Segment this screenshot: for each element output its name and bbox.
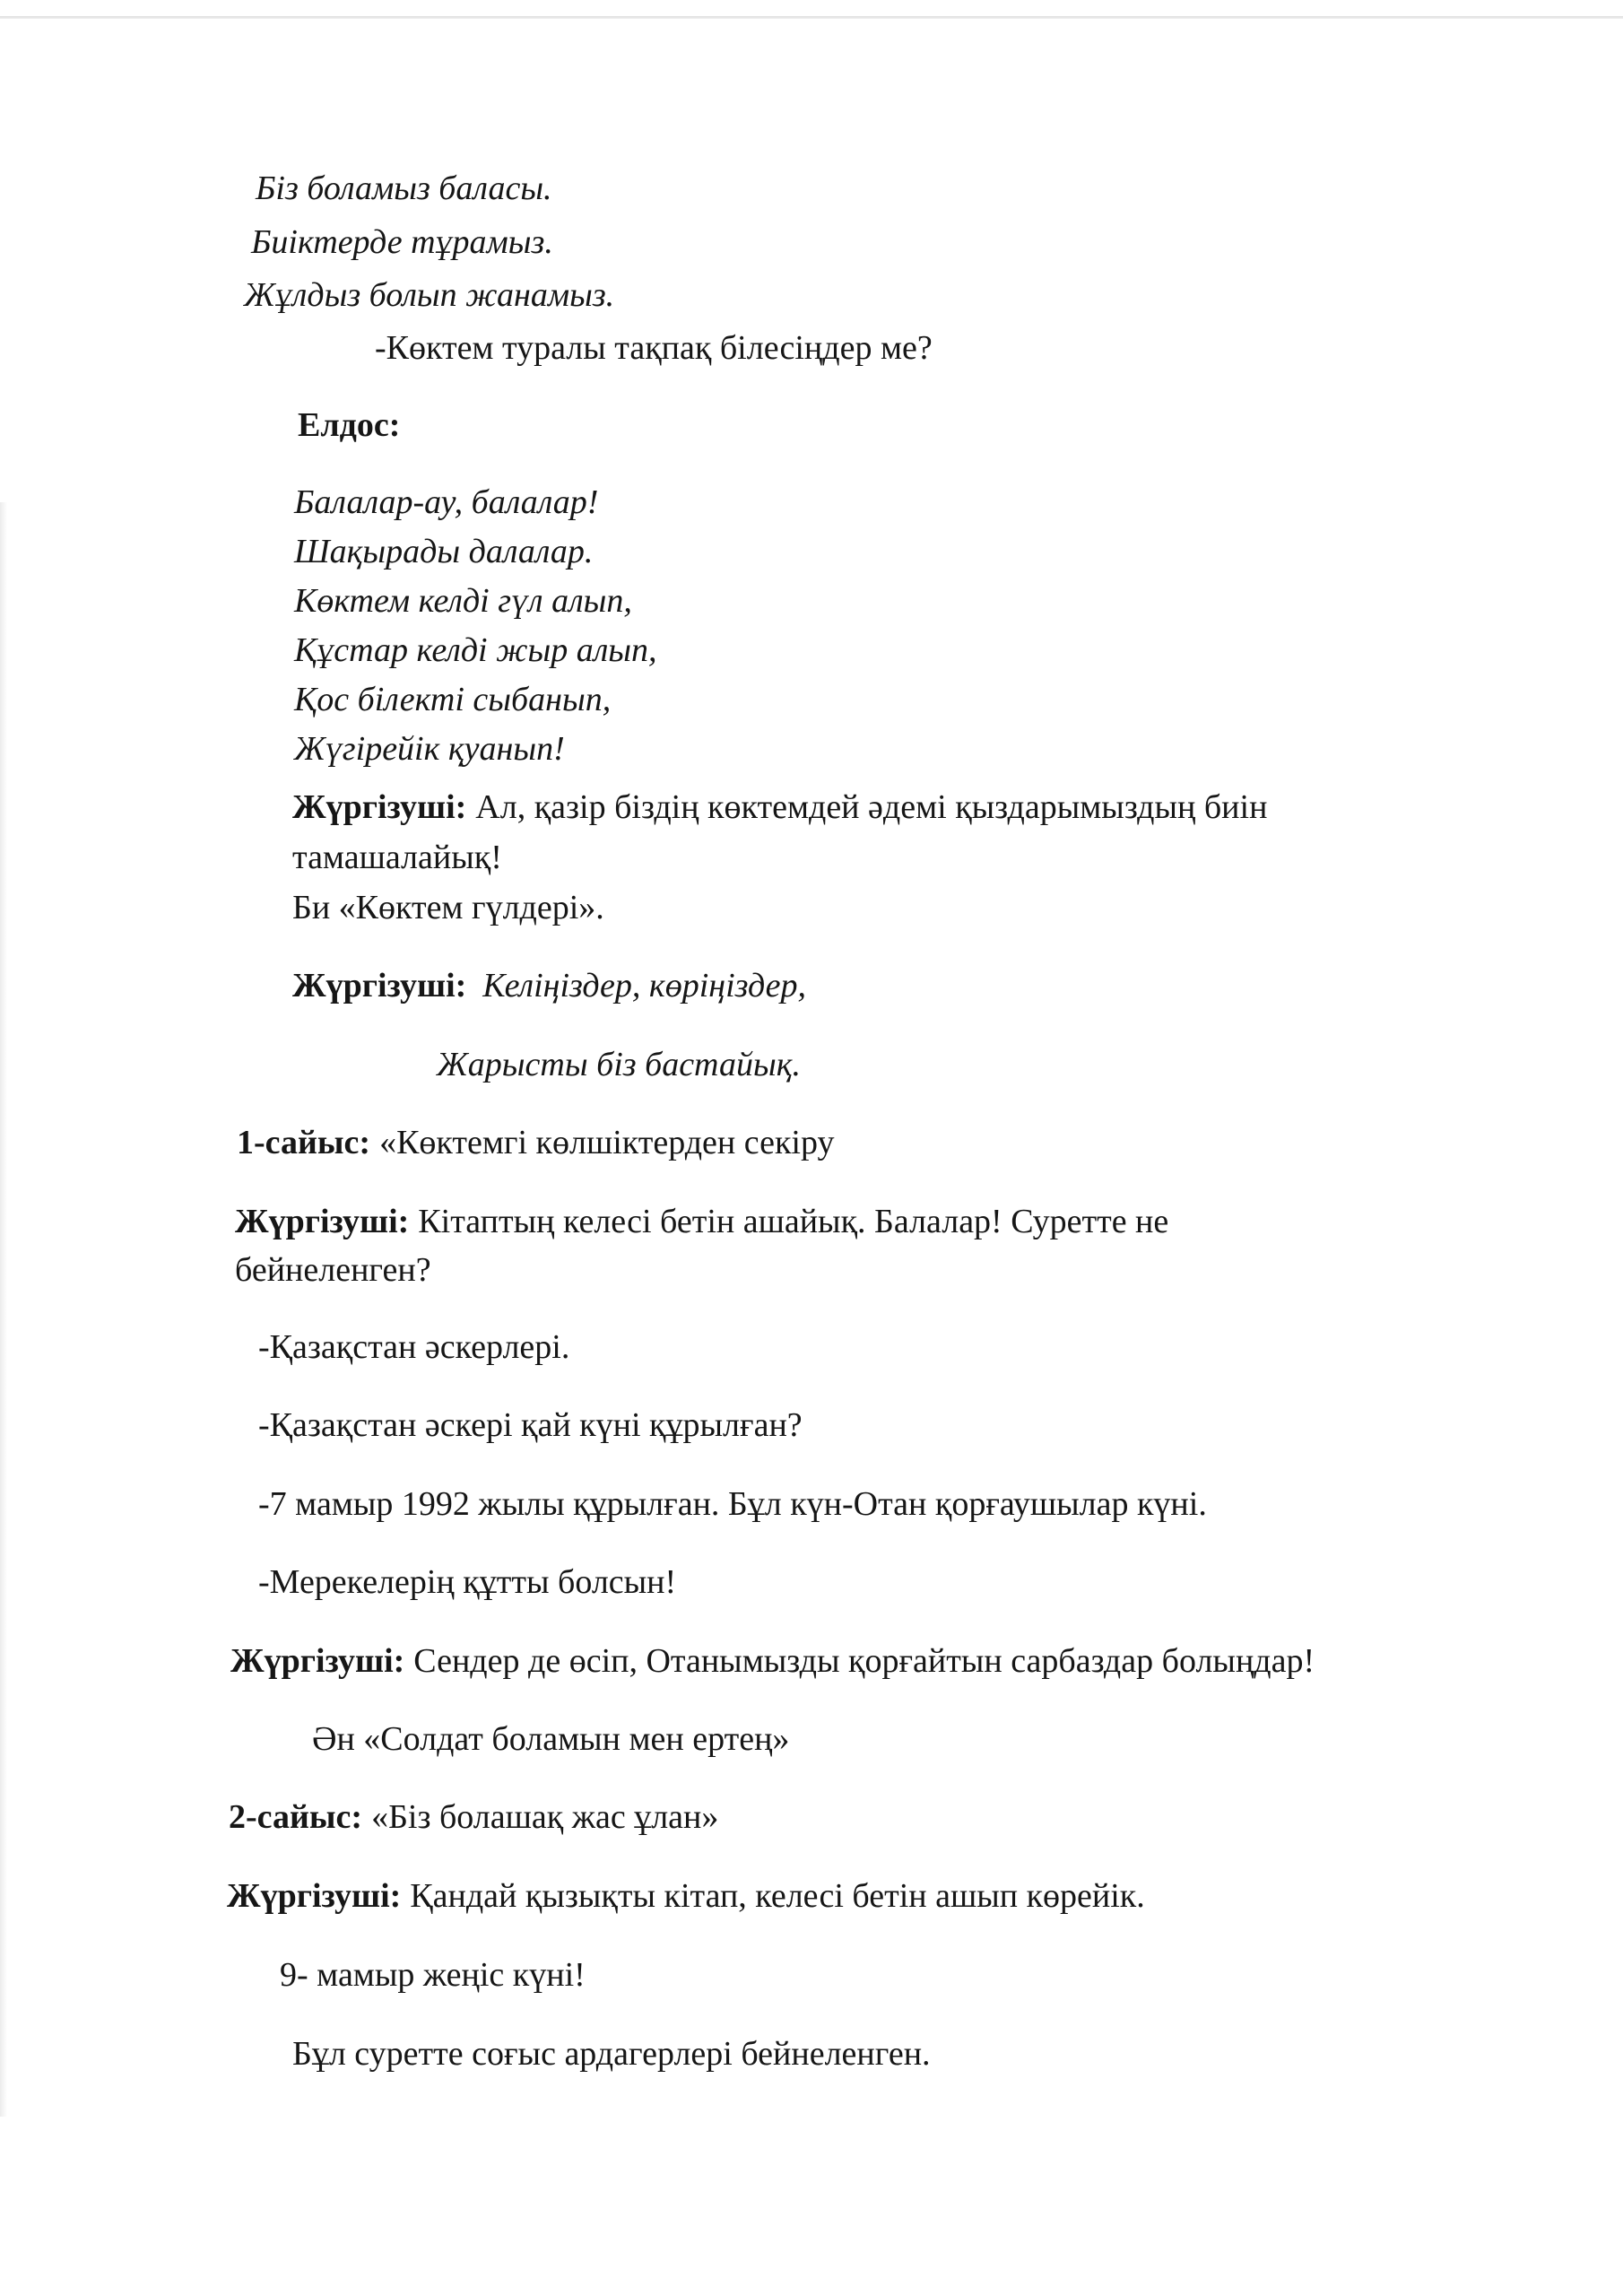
host-line-1	[292, 787, 1267, 827]
poem2-line-1: Балалар-ау, балалар!	[294, 483, 599, 521]
host-line-5-text: Қандай қызықты кітап, келесі бетін ашып көрейік.	[410, 1877, 1145, 1915]
scan-top-edge	[0, 16, 1623, 19]
answer-3: -7 мамыр 1992 жылы құрылған. Бұл күн-Отан қорғаушылар күні.	[258, 1485, 1207, 1523]
host-label: Жүргізуші:	[230, 1642, 405, 1680]
game-1-text: «Көктемгі көлшіктерден секіру	[379, 1124, 835, 1161]
host-line-4-text: Сендер де өсіп, Отанымызды қорғайтын сарбаздар болыңдар!	[413, 1642, 1315, 1680]
poem1-line-3: Жұлдыз болып жанамыз.	[244, 276, 615, 314]
host-label: Жүргізуші:	[235, 1203, 410, 1240]
host-line-4	[230, 1641, 1315, 1681]
host-line-1-text: Ал, қазір біздің көктемдей әдемі қыздарымыздың биін	[475, 788, 1268, 826]
poem1-line-1: Біз боламыз баласы.	[256, 170, 552, 207]
game-2-text: «Біз болашақ жас ұлан»	[371, 1798, 719, 1836]
poem2-line-3: Көктем келді гүл алып,	[294, 582, 632, 620]
song-line: Ән «Солдат боламын мен ертең»	[312, 1720, 790, 1758]
poem2-line-6: Жүгірейік қуанып!	[294, 730, 565, 768]
host-line-2-cont: Жарысты біз бастайық.	[437, 1046, 801, 1083]
host-line-2-text: Келіңіздер, көріңіздер,	[482, 967, 807, 1004]
host-line-1-cont: тамашалайық!	[292, 839, 502, 876]
speaker-eldos: Елдос:	[298, 406, 401, 444]
answer-4: -Мерекелерің құтты болсын!	[258, 1563, 677, 1601]
game-2-line	[229, 1797, 718, 1837]
poem2-line-2: Шақырады далалар.	[294, 533, 594, 570]
veterans-line: Бұл суретте соғыс ардагерлері бейнеленген.	[292, 2035, 931, 2073]
game-1-label: 1-сайыс:	[237, 1124, 371, 1161]
game-2-label: 2-сайыс:	[229, 1798, 363, 1836]
poem2-line-4: Құстар келді жыр алып,	[294, 631, 657, 669]
host-line-3	[235, 1202, 1168, 1241]
host-label: Жүргізуші:	[227, 1877, 402, 1915]
host-line-3-text: Кітаптың келесі бетін ашайық. Балалар! Суретте не	[418, 1203, 1169, 1240]
host-label: Жүргізуші:	[292, 788, 467, 826]
host-line-5	[227, 1876, 1145, 1916]
poem2-line-5: Қос білекті сыбанып,	[294, 681, 612, 718]
host-line-2	[292, 966, 806, 1005]
poem1-line-2: Биіктерде тұрамыз.	[251, 223, 553, 261]
answer-2: -Қазақстан әскері қай күні құрылған?	[258, 1406, 803, 1444]
host-label: Жүргізуші:	[292, 967, 467, 1004]
scan-left-edge	[0, 502, 7, 2117]
dance-line: Би «Көктем гүлдері».	[292, 889, 604, 926]
may-9-line: 9- мамыр жеңіс күні!	[280, 1956, 586, 1994]
answer-1: -Қазақстан әскерлері.	[258, 1328, 570, 1366]
game-1-line	[237, 1123, 834, 1162]
question-spring-rhyme: -Көктем туралы тақпақ білесіңдер ме?	[375, 329, 933, 367]
host-line-3-cont: бейнеленген?	[235, 1251, 431, 1289]
